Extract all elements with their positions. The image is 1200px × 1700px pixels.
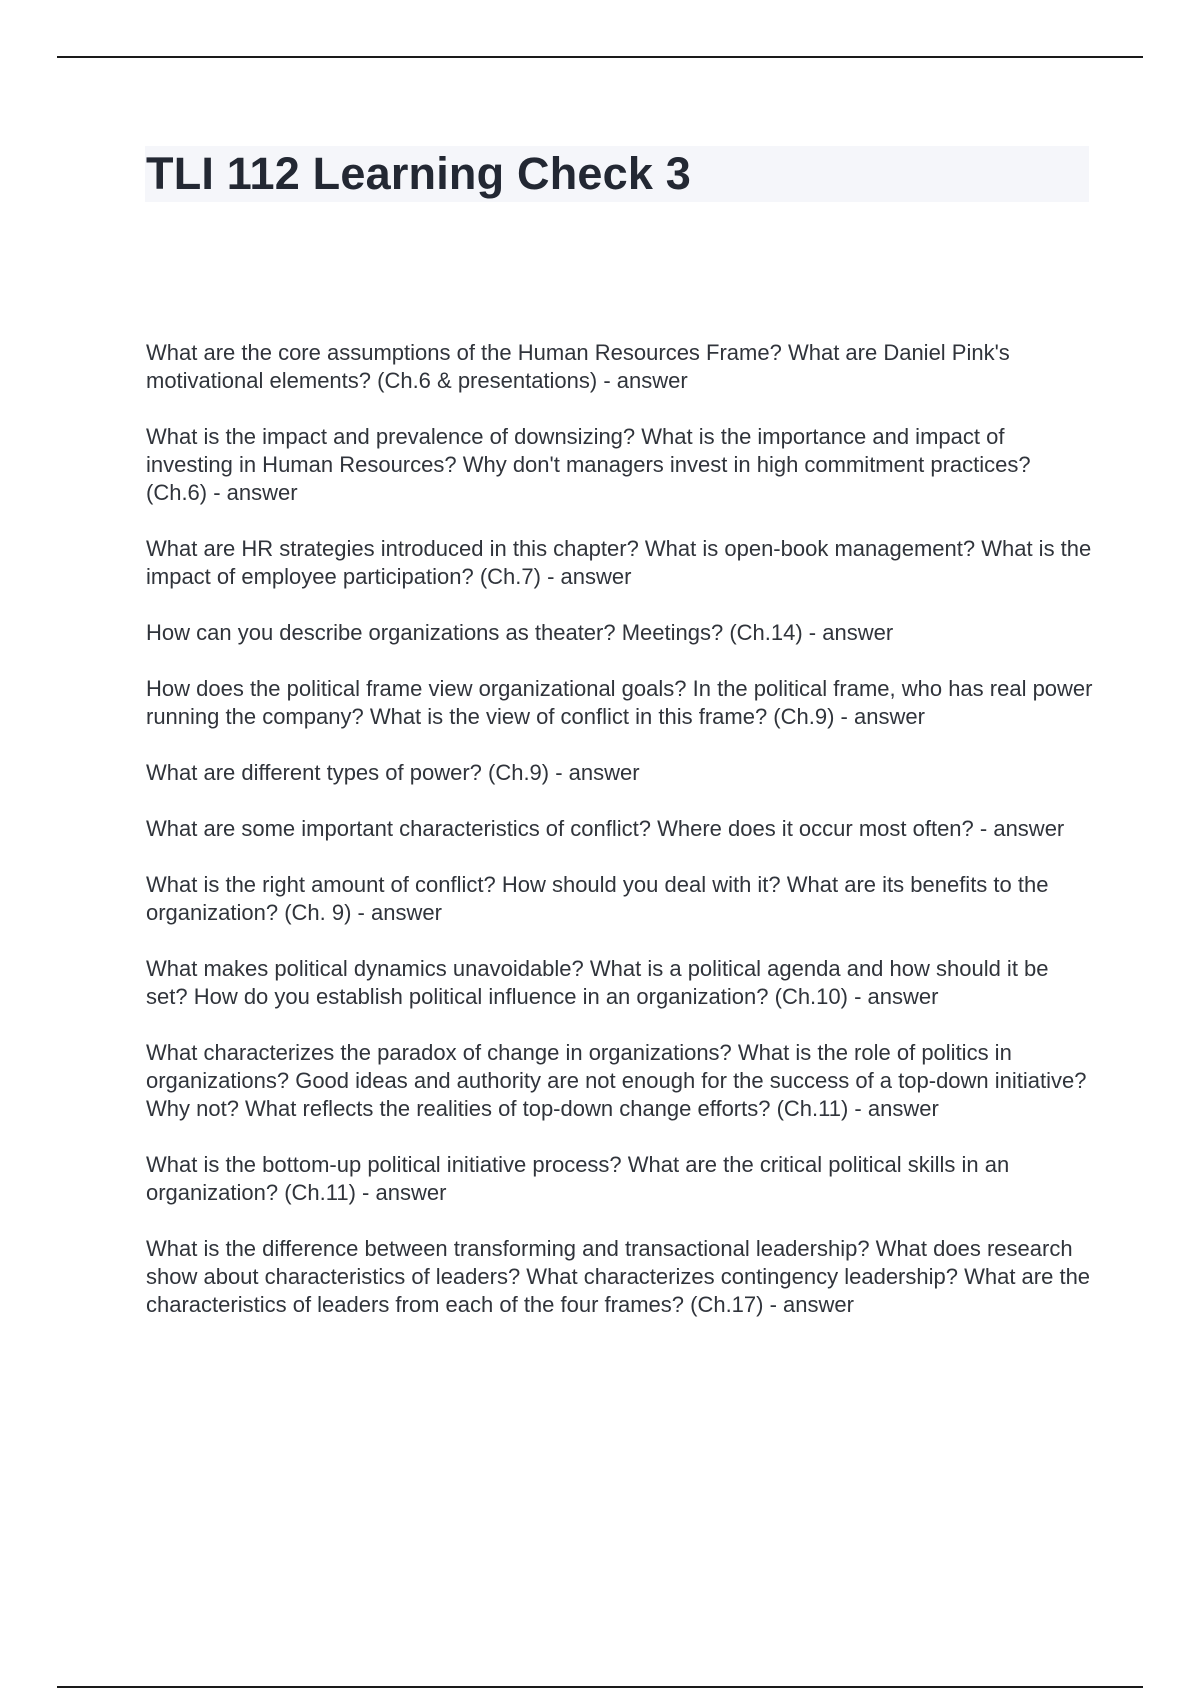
question-item-7: What are some important characteristics of conflict? Where does it occur most often? - answer <box>146 816 1065 841</box>
question-list <box>146 339 1096 1347</box>
question-item-11: What is the bottom-up political initiative process? What are the critical political skills in an organization? (Ch.11) - answer <box>146 1152 1010 1205</box>
question-item-12: What is the difference between transforming and transactional leadership? What does research show about characteristics of leaders? What characterizes contingency leadership? What are the characteristics of leaders from each of the four frames? (Ch.17) - answer <box>146 1236 1091 1317</box>
question-item-2: What is the impact and prevalence of downsizing? What is the importance and impact of investing in Human Resources? Why don't managers invest in high commitment practices? (Ch.6) - answer <box>146 424 1031 505</box>
question-item-4: How can you describe organizations as theater? Meetings? (Ch.14) - answer <box>146 620 894 645</box>
question-item-5: How does the political frame view organizational goals? In the political frame, who has real power running the company? What is the view of conflict in this frame? (Ch.9) - answer <box>146 676 1093 729</box>
question-item-8: What is the right amount of conflict? How should you deal with it? What are its benefits to the organization? (Ch. 9) - answer <box>146 872 1049 925</box>
question-item-3: What are HR strategies introduced in this chapter? What is open-book management? What is the impact of employee participation? (Ch.7) - answer <box>146 536 1092 589</box>
question-item-9: What makes political dynamics unavoidable? What is a political agenda and how should it be set? How do you establish political influence in an organization? (Ch.10) - answer <box>146 956 1049 1009</box>
top-divider <box>57 56 1143 58</box>
question-item-1: What are the core assumptions of the Human Resources Frame? What are Daniel Pink's motivational elements? (Ch.6 & presentations) - answer <box>146 340 1010 393</box>
question-item-6: What are different types of power? (Ch.9) - answer <box>146 760 640 785</box>
bottom-divider <box>57 1686 1143 1688</box>
document-title: TLI 112 Learning Check 3 <box>146 148 691 199</box>
question-item-10: What characterizes the paradox of change in organizations? What is the role of politics in organizations? Good ideas and authority are not enough for the success of a top-down initiative? Why not? What reflects the realities of top-down change efforts? (Ch.11) - answer <box>146 1040 1087 1121</box>
